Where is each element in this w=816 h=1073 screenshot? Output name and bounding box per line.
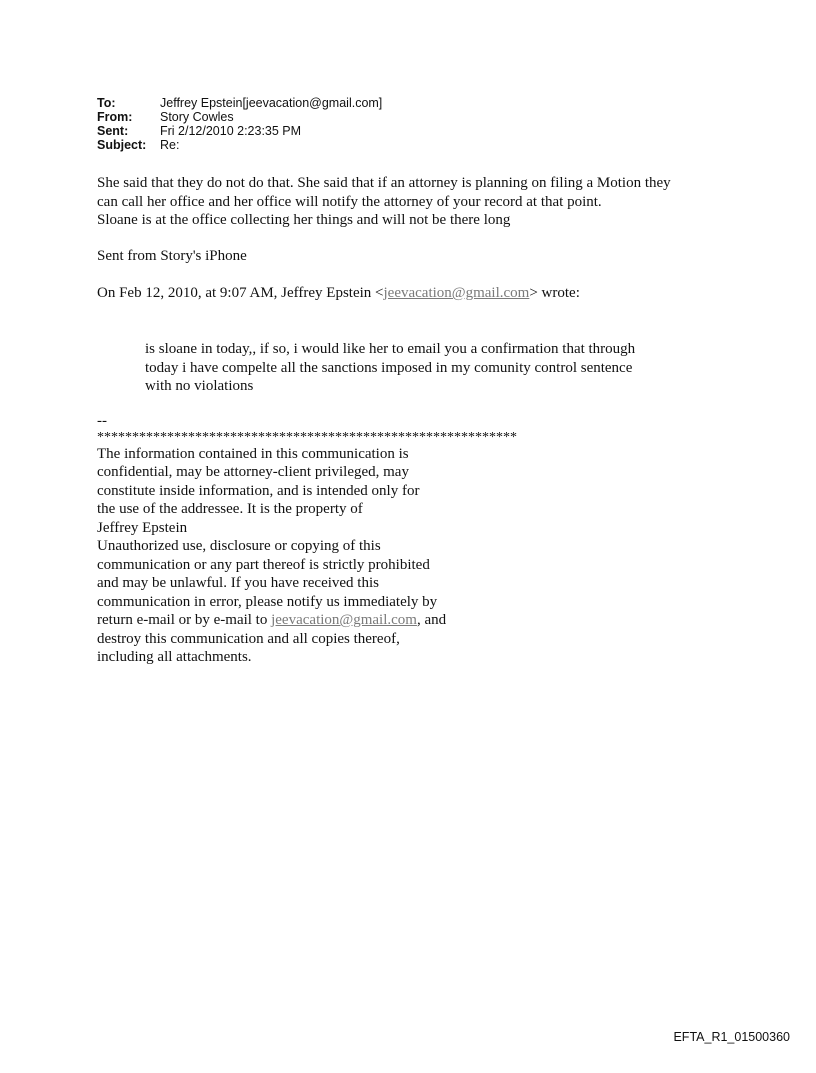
disclaimer-line: the use of the addressee. It is the property of [97, 501, 363, 517]
sent-value: Fri 2/12/2010 2:23:35 PM [160, 124, 302, 138]
reply-intro [97, 284, 580, 303]
subject-value: Re: [160, 138, 180, 152]
disclaimer-email-suffix: , and [416, 612, 447, 628]
body-line: Sloane is at the office collecting her things and will not be there long [97, 212, 511, 228]
sent-label: Sent: [97, 124, 129, 138]
body-line: She said that they do not do that. She said that if an attorney is planning on filing a Motion they [97, 175, 671, 191]
disclaimer-line: destroy this communication and all copies thereof, [97, 630, 400, 647]
header-from-row [97, 110, 382, 124]
header-to-row [97, 96, 382, 110]
reply-intro-email-link[interactable]: jeevacation@gmail.com [383, 285, 530, 301]
disclaimer-line: The information contained in this communication is [97, 445, 409, 462]
message-body [97, 174, 671, 230]
reply-intro-suffix: > wrote: [529, 285, 580, 301]
quoted-line: today i have compelte all the sanctions imposed in my comunity control sentence [145, 359, 633, 376]
disclaimer [97, 412, 517, 667]
disclaimer-line: communication or any part thereof is strictly prohibited [97, 556, 430, 573]
header-subject-row [97, 138, 382, 152]
disclaimer-email-prefix: return e-mail or by e-mail to [97, 612, 272, 628]
from-value: Story Cowles [160, 110, 234, 124]
disclaimer-email-link[interactable]: jeevacation@gmail.com [271, 612, 417, 628]
disclaimer-line: communication in error, please notify us immediately by [97, 593, 438, 610]
disclaimer-stars: ************************************************************ [97, 429, 517, 445]
document-id: EFTA_R1_01500360 [673, 1030, 790, 1044]
disclaimer-line: and may be unlawful. If you have received this [97, 575, 379, 591]
quoted-line: is sloane in today,, if so, i would like her to email you a confirmation that through [145, 341, 636, 357]
email-header [97, 96, 382, 152]
subject-label: Subject: [97, 138, 147, 152]
quoted-line: with no violations [145, 378, 254, 394]
disclaimer-line: including all attachments. [97, 649, 252, 665]
disclaimer-line: constitute inside information, and is intended only for [97, 482, 420, 499]
header-sent-row [97, 124, 382, 138]
to-value: Jeffrey Epstein[jeevacation@gmail.com] [160, 96, 383, 110]
signature: Sent from Story's iPhone [97, 248, 247, 264]
reply-intro-text: On Feb 12, 2010, at 9:07 AM, Jeffrey Epstein < [97, 285, 384, 301]
disclaimer-line: confidential, may be attorney-client privileged, may [97, 464, 409, 480]
disclaimer-line: Unauthorized use, disclosure or copying of this [97, 538, 381, 554]
disclaimer-line: Jeffrey Epstein [97, 519, 188, 536]
quoted-message [145, 340, 635, 396]
from-label: From: [97, 110, 133, 124]
signature-dashes: -- [97, 413, 107, 429]
body-line: can call her office and her office will notify the attorney of your record at that point. [97, 193, 602, 210]
disclaimer-email-line [97, 611, 517, 630]
to-label: To: [97, 96, 116, 110]
